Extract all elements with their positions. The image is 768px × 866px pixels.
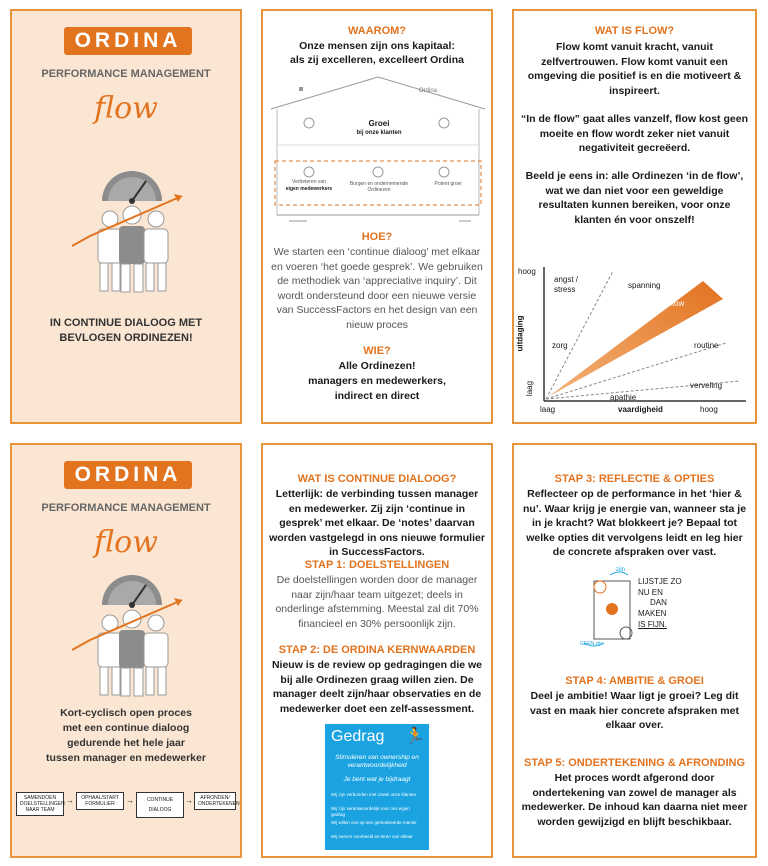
- team-gauge-illustration: [72, 161, 192, 296]
- flow-logo: flow: [94, 91, 158, 126]
- dialoog-title: WAT IS CONTINUE DIALOOG?: [297, 473, 457, 485]
- gedrag-title: Gedrag: [331, 728, 385, 745]
- step2-title: STAP 2: DE ORDINA KERNWAARDEN: [278, 644, 476, 656]
- running-figure-icon: 🏃: [405, 728, 425, 745]
- process-step-1: SAMENDOEN DOELSTELLINGEN NAAR TEAM: [16, 792, 64, 816]
- zone-apathie: apathie: [610, 393, 637, 402]
- flow-p3: Beeld je eens in: alle Ordinezen ‘in de flow’, wat we dan niet voor een geweldige resultaten kunnen bereiken, voor onze klanten én voor onszelf!: [525, 170, 744, 226]
- ordina-logo: ORDINA: [64, 461, 192, 489]
- tagline-2: met een continue dialoog: [62, 722, 190, 734]
- sketch-text-4: MAKEN: [638, 609, 667, 618]
- dialoog-intro: Letterlijk: de verbinding tussen manager en medewerker. Zij zijn ‘continue in gesprek’ met elkaar. De ‘notes’ daarvan worden vastgelegd in ons nieuwe formulier in SuccessFactors.: [269, 488, 485, 558]
- y-top-label: hoog: [518, 267, 536, 276]
- step4-text: Deel je ambitie! Waar ligt je groei? Leg dit vast en maak hier concrete afspraken met elkaar over.: [530, 690, 739, 731]
- gedrag-bullet: Wij zijn verbonden met zowel onze klanten: [331, 792, 417, 797]
- sketch-label-top: zijn: [616, 567, 626, 573]
- gedrag-panel: [325, 724, 429, 850]
- step5-title: STAP 5: ONDERTEKENING & AFRONDING: [523, 757, 746, 769]
- arrow-icon: →: [185, 796, 193, 805]
- flow-p1: Flow komt vanuit kracht, vanuit zelfvertrouwen. Flow komt vanuit een omgeving die positief is en die motiveert & inspireert.: [527, 41, 742, 97]
- step2-text: Nieuw is de review op gedragingen die we bij alle Ordinezen graag willen zien. De manager deelt zijn/haar observaties en de medewerker doet een zelf-assessment.: [271, 659, 483, 715]
- x-left-label: laag: [540, 405, 556, 414]
- arrow-icon: →: [66, 796, 74, 805]
- stappen-card: [512, 443, 757, 858]
- tagline-3: gedurende het hele jaar: [67, 737, 185, 749]
- flow-zone-chart: [515, 259, 750, 419]
- zone-spanning: spanning: [628, 281, 661, 290]
- wie-line-3: indirect en direct: [334, 390, 420, 402]
- gedrag-bullet: Wij nemen voorbeeld en leren van elkaar: [331, 834, 413, 839]
- house-bottom-2: eigen medewerkers: [285, 186, 333, 192]
- step3-text: Reflecteer op de performance in het ‘hier & nu’. Waar krijg je energie van, wanneer sta je in je kracht? Wat blokkeert je? Bepaal tot welke opties dit vervolgens leidt en leg hier de concrete afspraken over vast.: [522, 488, 747, 558]
- waarom-text-2: als zij excelleren, excelleert Ordina: [290, 54, 464, 66]
- gedrag-sub: Stimuleren van ownership en verantwoordelijkheid: [335, 754, 419, 769]
- gedrag-bullet: Wij willen ons op een gemotiveerde manier: [331, 820, 417, 825]
- process-step-3: CONTINUE DIALOOG: [136, 792, 184, 818]
- y-bottom-label: laag: [525, 380, 535, 397]
- cover-card-top: [10, 9, 242, 424]
- ordina-logo: ORDINA: [64, 27, 192, 55]
- arrow-icon: →: [126, 796, 134, 805]
- process-step-2: OPHAAL/START FORMULIER: [76, 792, 124, 810]
- team-gauge-illustration: [72, 565, 192, 700]
- y-axis-label: uitdaging: [515, 315, 525, 352]
- tagline-4: tussen manager en medewerker: [46, 752, 206, 764]
- zone-flow: flow: [670, 299, 685, 308]
- house-bottom-1: Verbeteren van: [292, 179, 326, 185]
- flow-card: [512, 9, 757, 424]
- flow-title: WAT IS FLOW?: [594, 25, 675, 37]
- house-bottom-4: Potent groei: [434, 181, 462, 187]
- subtitle: PERFORMANCE MANAGEMENT: [41, 502, 211, 514]
- waarom-text-1: Onze mensen zijn ons kapitaal:: [299, 40, 455, 52]
- hoe-text: We starten een ‘continue dialoog’ met elkaar en voeren ‘het goede gesprek’. We gebruiken de methodiek van ‘appreciative inquiry’. Dit wordt ondersteund door een nieuwe versie van SuccessFactors en het design van een nieuw proces: [271, 246, 483, 331]
- flow-logo: flow: [94, 525, 158, 560]
- house-pillar-1b: bij onze klanten: [356, 130, 402, 136]
- step1-text: De doelstellingen worden door de manager naar zijn/haar team uitgezet; deels in onderlinge afstemming. Meestal zal dit 70% financieel en 30% persoonlijk zijn.: [275, 574, 479, 630]
- zone-zorg: zorg: [552, 341, 568, 350]
- sketch-illustration: [580, 567, 696, 651]
- subtitle: PERFORMANCE MANAGEMENT: [41, 68, 211, 80]
- house-roof-label: Ordina: [419, 88, 438, 94]
- hoe-title: HOE?: [361, 231, 393, 243]
- sketch-text-3: DAN: [650, 598, 667, 607]
- process-step-4: AFRONDEN/ ONDERTEKENEN: [194, 792, 236, 810]
- step4-title: STAP 4: AMBITIE & GROEI: [565, 675, 704, 687]
- strategy-house-diagram: [269, 75, 487, 227]
- sketch-text-2: NU EN: [638, 588, 663, 597]
- sketch-label-bottom: GEEN zijn: [580, 641, 604, 647]
- gedrag-sub2: Je bent wat je bijdraagt: [343, 776, 411, 783]
- cover-card-bottom: [10, 443, 242, 858]
- zone-angst: angst / stress: [554, 275, 579, 294]
- zone-routine: routine: [694, 341, 719, 350]
- step5-text: Het proces wordt afgerond door ondertekening van zowel de manager als medewerker. De inhoud kan daarna niet meer worden gewijzigd en blijft beschikbaar.: [521, 772, 748, 828]
- x-right-label: hoog: [700, 405, 718, 414]
- dialoog-card: [261, 443, 493, 858]
- sketch-text-5: IS FIJN.: [638, 620, 667, 629]
- tagline: IN CONTINUE DIALOOG MET BEVLOGEN ORDINEZEN!: [49, 317, 203, 344]
- process-flow: [16, 790, 238, 816]
- step3-title: STAP 3: REFLECTIE & OPTIES: [554, 473, 715, 485]
- wie-title: WIE?: [363, 345, 391, 357]
- wie-line-2: managers en medewerkers,: [308, 375, 446, 387]
- step1-title: STAP 1: DOELSTELLINGEN: [304, 559, 450, 571]
- tagline-1: Kort-cyclisch open proces: [60, 707, 192, 719]
- x-axis-label: vaardigheid: [618, 405, 663, 414]
- waarom-card: [261, 9, 493, 424]
- gedrag-bullet: Wij zijn verantwoordelijk voor ons eigen gedrag: [331, 806, 410, 817]
- wie-line-1: Alle Ordinezen!: [338, 360, 416, 372]
- zone-verveling: verveling: [690, 381, 723, 390]
- house-pillar-1: Groei: [368, 119, 390, 128]
- flow-p2: “In de flow” gaat alles vanzelf, flow kost geen moeite en flow wordt zeker niet vanuit negativiteit gecreëerd.: [521, 113, 748, 154]
- house-bottom-3: Borgen en ondernemende Ordinezen: [349, 181, 409, 193]
- sketch-text-1: LIJSTJE ZO: [638, 577, 682, 586]
- waarom-title: WAAROM?: [347, 25, 407, 37]
